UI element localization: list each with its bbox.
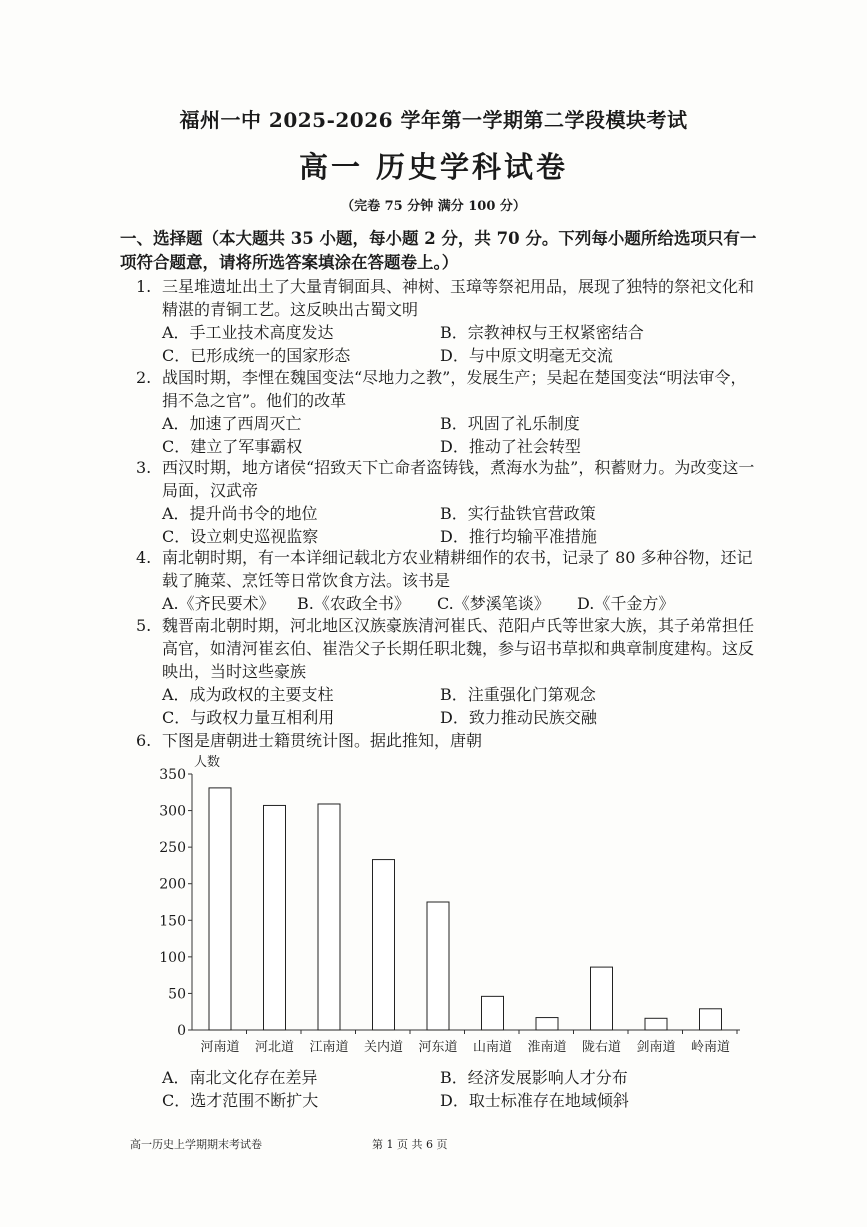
question-number: 2. xyxy=(136,368,152,387)
y-tick-label: 300 xyxy=(159,803,186,820)
option-a[interactable]: A．成为政权的主要支柱 xyxy=(162,685,334,704)
section-heading: 一、选择题（本大题共 35 小题，每小题 2 分，共 70 分。下列每小题所给选项只有一项符合题意，请将所选答案填涂在答题卷上。） xyxy=(120,229,757,272)
footer-page-number: 第 1 页 共 6 页 xyxy=(372,1138,448,1151)
option-d[interactable]: D．取士标准存在地域倾斜 xyxy=(440,1091,629,1110)
question-1 xyxy=(136,275,760,321)
y-tick-label: 100 xyxy=(159,949,186,966)
y-tick-label: 0 xyxy=(177,1023,186,1039)
question-2-options xyxy=(162,412,762,458)
option-c[interactable]: C．已形成统一的国家形态 xyxy=(162,346,351,365)
y-axis-label: 人数 xyxy=(194,755,221,770)
question-number: 1. xyxy=(136,277,152,296)
subject-title: 高一 历史学科试卷 xyxy=(298,150,569,184)
question-5-options xyxy=(162,683,762,729)
question-number: 6. xyxy=(136,731,152,750)
bar-山南道 xyxy=(482,996,504,1030)
y-tick-label: 50 xyxy=(168,986,186,1003)
y-tick-label: 200 xyxy=(159,876,186,893)
bar-河南道 xyxy=(209,788,231,1030)
bar-淮南道 xyxy=(536,1018,558,1030)
option-d[interactable]: D．与中原文明毫无交流 xyxy=(440,346,613,365)
option-a[interactable]: A．手工业技术高度发达 xyxy=(162,323,334,342)
option-d[interactable]: D.《千金方》 xyxy=(577,594,675,613)
y-tick-label: 150 xyxy=(159,913,186,930)
option-b[interactable]: B．经济发展影响人才分布 xyxy=(440,1068,628,1087)
question-stem: 南北朝时期，有一本详细记载北方农业精耕细作的农书，记录了 80 多种谷物，还记载了腌菜、烹饪等日常饮食方法。该书是 xyxy=(162,548,753,590)
bar-剑南道 xyxy=(645,1018,667,1030)
question-stem: 三星堆遗址出土了大量青铜面具、神树、玉璋等祭祀用品，展现了独特的祭祀文化和精湛的青铜工艺。这反映出古蜀文明 xyxy=(162,277,755,319)
question-stem: 魏晋南北朝时期，河北地区汉族豪族清河崔氏、范阳卢氏等世家大族，其子弟常担任高官，如清河崔玄伯、崔浩父子长期任职北魏，参与诏书草拟和典章制度建构。这反映出，当时这些豪族 xyxy=(162,616,755,681)
x-tick-label: 剑南道 xyxy=(636,1040,676,1055)
option-b[interactable]: B．实行盐铁官营政策 xyxy=(440,504,596,523)
option-b[interactable]: B．宗教神权与王权紧密结合 xyxy=(440,323,644,342)
bar-关内道 xyxy=(373,860,395,1030)
question-number: 4. xyxy=(136,548,152,567)
option-a[interactable]: A．加速了西周灭亡 xyxy=(162,414,302,433)
bar-河北道 xyxy=(264,805,286,1030)
option-d[interactable]: D．推动了社会转型 xyxy=(440,437,581,456)
option-c[interactable]: C．建立了军事霸权 xyxy=(162,437,303,456)
jinshi-origin-bar-chart xyxy=(150,750,750,1060)
x-tick-label: 陇右道 xyxy=(581,1040,622,1055)
x-tick-label: 山南道 xyxy=(472,1040,513,1055)
x-tick-label: 河南道 xyxy=(200,1040,240,1055)
option-c[interactable]: C．设立刺史巡视监察 xyxy=(162,527,319,546)
bar-河东道 xyxy=(427,902,449,1030)
exam-title: 福州一中 2025-2026 学年第一学期第二学段模块考试 xyxy=(179,108,688,132)
footer-exam-name: 高一历史上学期期末考试卷 xyxy=(130,1138,262,1151)
question-1-options xyxy=(162,321,762,367)
option-c[interactable]: C.《梦溪笔谈》 xyxy=(437,594,550,613)
x-tick-label: 江南道 xyxy=(309,1040,349,1055)
y-tick-label: 350 xyxy=(159,767,186,783)
option-b[interactable]: B.《农政全书》 xyxy=(297,594,410,613)
option-d[interactable]: D．致力推动民族交融 xyxy=(440,708,597,727)
question-3 xyxy=(136,456,760,502)
question-4 xyxy=(136,546,760,592)
x-tick-label: 淮南道 xyxy=(527,1040,567,1055)
question-3-options xyxy=(162,502,762,548)
option-a[interactable]: A.《齐民要术》 xyxy=(162,594,275,613)
x-tick-label: 岭南道 xyxy=(690,1040,731,1055)
exam-info: （完卷 75 分钟 满分 100 分） xyxy=(341,199,526,214)
question-6 xyxy=(136,729,760,752)
question-number: 3. xyxy=(136,458,152,477)
question-2 xyxy=(136,366,760,412)
option-d[interactable]: D．推行均输平准措施 xyxy=(440,527,597,546)
option-b[interactable]: B．巩固了礼乐制度 xyxy=(440,414,580,433)
bar-江南道 xyxy=(318,804,340,1030)
option-c[interactable]: C．与政权力量互相利用 xyxy=(162,708,335,727)
bar-岭南道 xyxy=(700,1009,722,1030)
question-5 xyxy=(136,614,760,683)
option-c[interactable]: C．选才范围不断扩大 xyxy=(162,1091,319,1110)
question-4-options xyxy=(162,592,762,615)
y-tick-label: 250 xyxy=(159,840,186,857)
question-stem: 西汉时期，地方诸侯“招致天下亡命者盗铸钱，煮海水为盐”，积蓄财力。为改变这一局面，汉武帝 xyxy=(162,458,755,500)
question-number: 5. xyxy=(136,616,152,635)
x-tick-label: 河北道 xyxy=(254,1040,295,1055)
option-b[interactable]: B．注重强化门第观念 xyxy=(440,685,596,704)
question-stem: 战国时期，李悝在魏国变法“尽地力之教”，发展生产；吴起在楚国变法“明法审令，捐不急之官”。他们的改革 xyxy=(162,368,747,410)
x-tick-label: 关内道 xyxy=(363,1040,404,1055)
question-6-options xyxy=(162,1066,762,1112)
option-a[interactable]: A．南北文化存在差异 xyxy=(162,1068,318,1087)
option-a[interactable]: A．提升尚书令的地位 xyxy=(162,504,318,523)
x-tick-label: 河东道 xyxy=(418,1040,458,1055)
question-stem: 下图是唐朝进士籍贯统计图。据此推知，唐朝 xyxy=(162,731,483,750)
bar-陇右道 xyxy=(591,967,613,1030)
